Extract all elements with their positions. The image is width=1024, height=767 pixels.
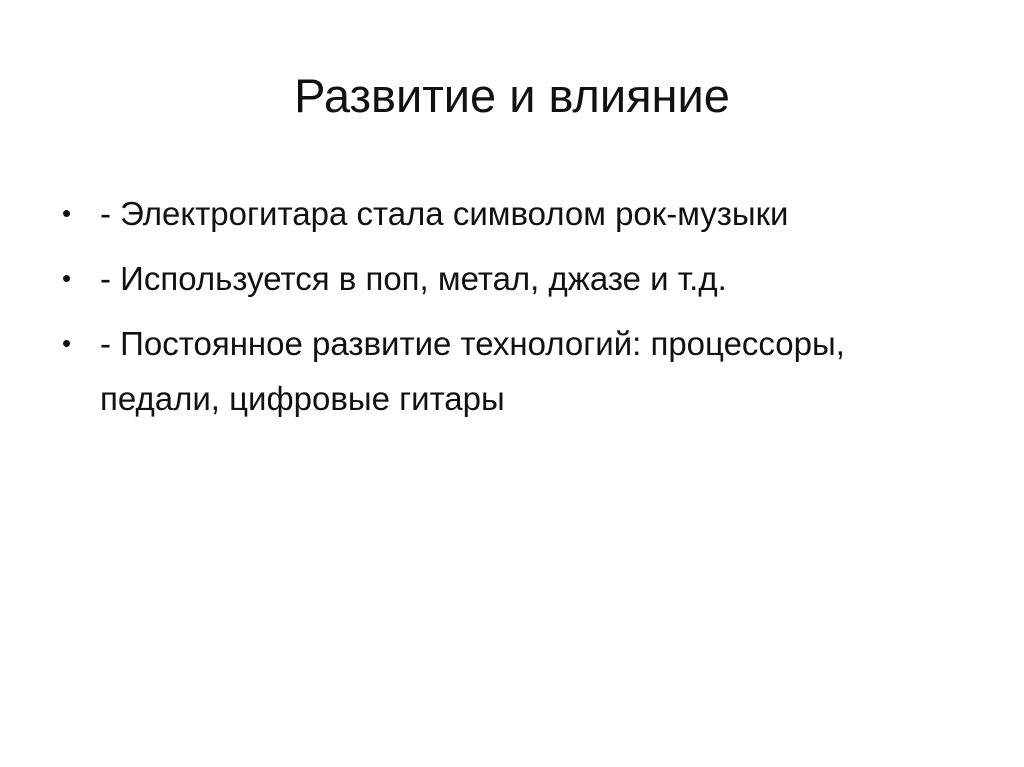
slide-title: Развитие и влияние [294, 69, 730, 122]
bullet-text: - Используется в поп, метал, джазе и т.д. [100, 260, 727, 297]
bullet-marker: • [62, 198, 72, 228]
bullet-marker: • [62, 263, 72, 293]
bullet-marker: • [62, 328, 72, 358]
bullet-text: - Постоянное развитие технологий: процессоры, педали, цифровые гитары [100, 325, 845, 417]
bullet-item [62, 316, 922, 426]
bullet-text: - Электрогитара стала символом рок-музыки [100, 195, 789, 232]
bullet-item [62, 251, 922, 306]
bullet-item [62, 186, 922, 241]
bullet-list [62, 186, 922, 436]
